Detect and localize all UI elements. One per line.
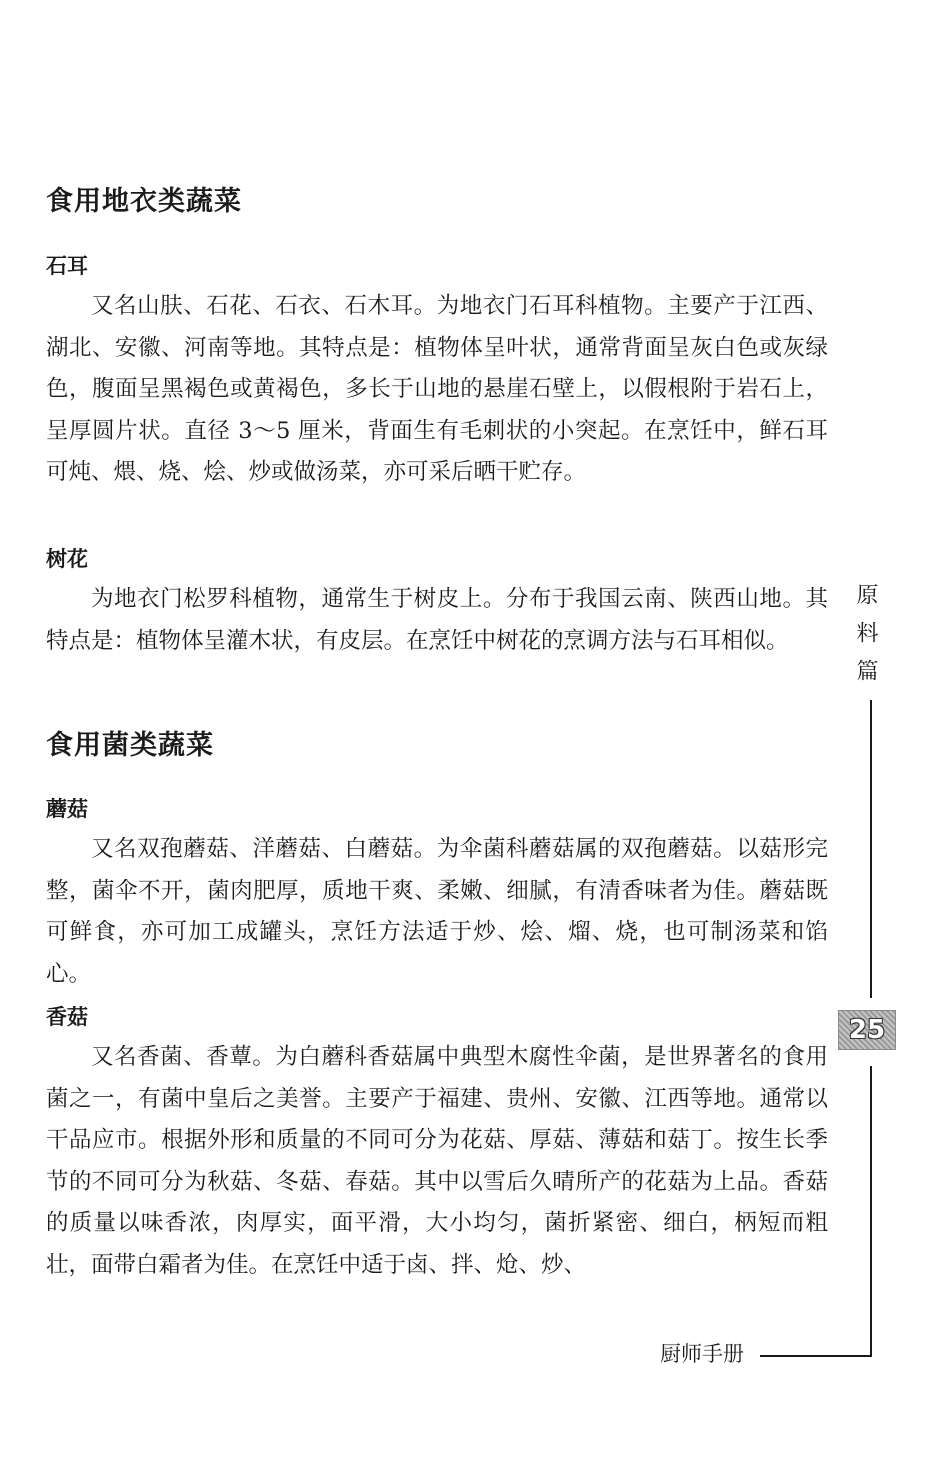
item-heading-shier: 石耳 (46, 254, 88, 278)
margin-rule-lower (870, 1066, 872, 1357)
chapter-side-tab: 原料篇 (853, 583, 878, 697)
item-heading-shuhua: 树花 (46, 547, 88, 571)
footer-rule (760, 1355, 872, 1357)
margin-rule-upper (870, 700, 872, 998)
item-text-xianggu: 又名香菌、香蕈。为白蘑科香菇属中典型木腐性伞菌，是世界著名的食用菌之一，有菌中皇后之美誉。主要产于福建、贵州、安徽、江西等地。通常以干品应市。根据外形和质量的不同可分为花菇、厚菇、薄菇和菇丁。按生长季节的不同可分为秋菇、冬菇、春菇。其中以雪后久晴所产的花菇为上品。香菇的质量以味香浓，肉厚实，面平滑，大小均匀，菌折紧密、细白，柄短而粗壮，面带白霜者为佳。在烹饪中适于卤、拌、炝、炒、 (46, 1044, 828, 1278)
section-title-lichen: 食用地衣类蔬菜 (46, 186, 242, 217)
item-heading-xianggu: 香菇 (46, 1005, 88, 1029)
section-title-fungi: 食用菌类蔬菜 (46, 730, 214, 761)
item-text-mogu: 又名双孢蘑菇、洋蘑菇、白蘑菇。为伞菌科蘑菇属的双孢蘑菇。以菇形完整，菌伞不开，菌肉肥厚，质地干爽、柔嫩、细腻，有清香味者为佳。蘑菇既可鲜食，亦可加工成罐头，烹饪方法适于炒、烩、熘、烧，也可制汤菜和馅心。 (46, 836, 828, 987)
item-text-shier: 又名山肤、石花、石衣、石木耳。为地衣门石耳科植物。主要产于江西、湖北、安徽、河南等地。其特点是：植物体呈叶状，通常背面呈灰白色或灰绿色，腹面呈黑褐色或黄褐色，多长于山地的悬崖石壁上，以假根附于岩石上，呈厚圆片状。直径 3～5 厘米，背面生有毛刺状的小突起。在烹饪中，鲜石耳可炖、煨、烧、烩、炒或做汤菜，亦可采后晒干贮存。 (46, 293, 828, 485)
page-number: 25 (848, 1015, 886, 1045)
footer-book-title: 厨师手册 (660, 1342, 744, 1366)
page-number-badge (838, 1010, 896, 1050)
item-text-shuhua: 为地衣门松罗科植物，通常生于树皮上。分布于我国云南、陕西山地。其特点是：植物体呈灌木状，有皮层。在烹饪中树花的烹调方法与石耳相似。 (46, 586, 828, 654)
item-heading-mogu: 蘑菇 (46, 797, 88, 821)
